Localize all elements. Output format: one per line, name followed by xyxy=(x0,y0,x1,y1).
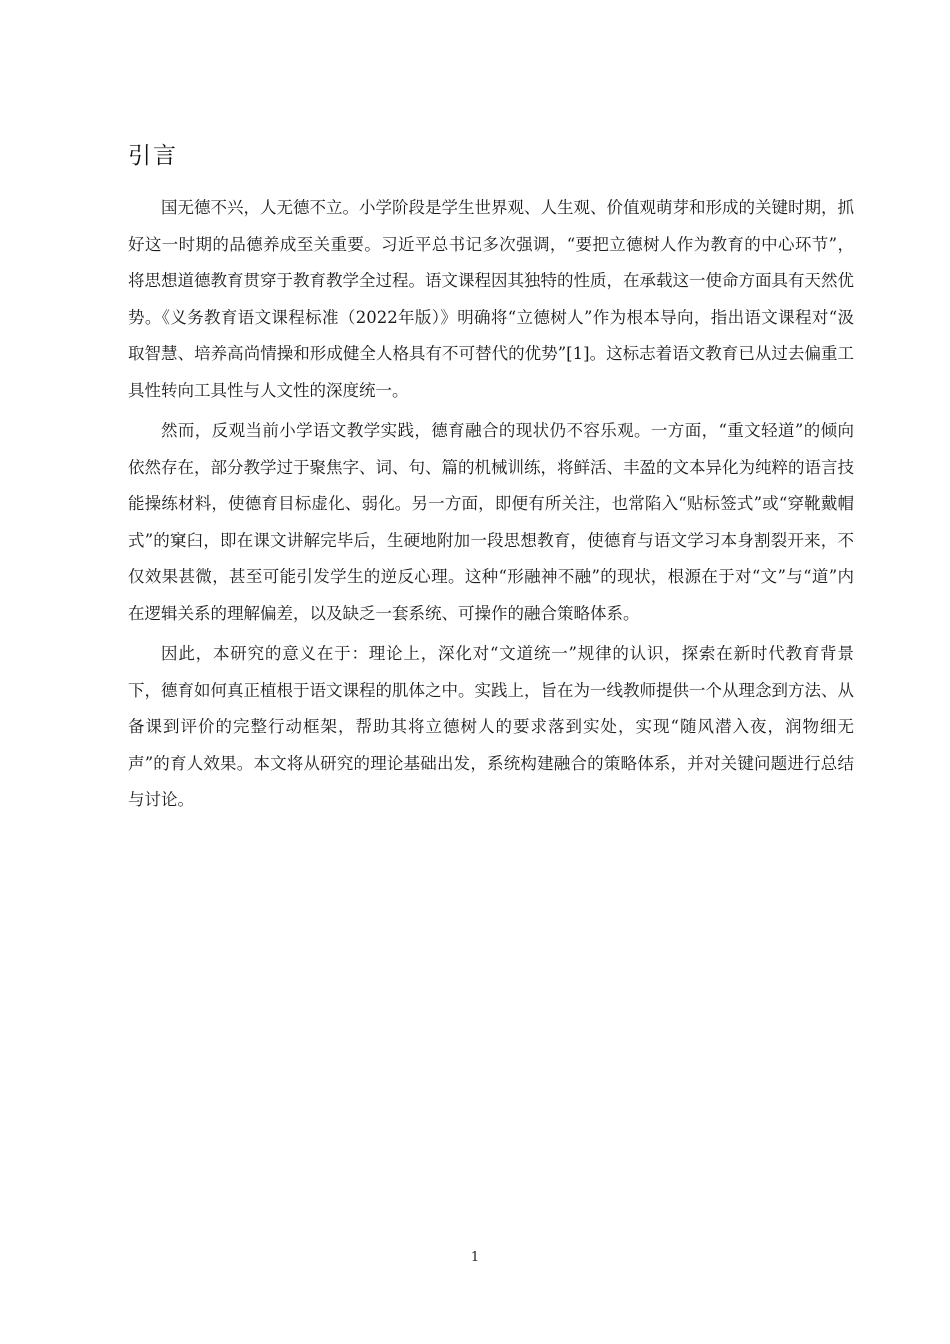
body-text xyxy=(128,190,854,823)
paragraph-3: 因此，本研究的意义在于：理论上，深化对“文道统一”规律的认识，探索在新时代教育背景下，德育如何真正植根于语文课程的肌体之中。实践上，旨在为一线教师提供一个从理念到方法、从备课到评价的完整行动框架，帮助其将立德树人的要求落到实处，实现“随风潜入夜，润物细无声”的育人效果。本文将从研究的理论基础出发，系统构建融合的策略体系，并对关键问题进行总结与讨论。 xyxy=(128,644,854,809)
paragraph-2: 然而，反观当前小学语文教学实践，德育融合的现状仍不容乐观。一方面，“重文轻道”的倾向依然存在，部分教学过于聚焦字、词、句、篇的机械训练，将鲜活、丰盈的文本异化为纯粹的语言技能操练材料，使德育目标虚化、弱化。另一方面，即便有所关注，也常陷入“贴标签式”或“穿靴戴帽式”的窠臼，即在课文讲解完毕后，生硬地附加一段思想教育，使德育与语文学习本身割裂开来，不仅效果甚微，甚至可能引发学生的逆反心理。这种“形融神不融”的现状，根源在于对“文”与“道”内在逻辑关系的理解偏差，以及缺乏一套系统、可操作的融合策略体系。 xyxy=(128,421,854,623)
section-heading: 引言 xyxy=(128,143,178,169)
paragraph-1: 国无德不兴，人无德不立。小学阶段是学生世界观、人生观、价值观萌芽和形成的关键时期，抓好这一时期的品德养成至关重要。习近平总书记多次强调，“要把立德树人作为教育的中心环节”，将思想道德教育贯穿于教育教学全过程。语文课程因其独特的性质，在承载这一使命方面具有天然优势。《义务教育语文课程标准（2022年版）》明确将“立德树人”作为根本导向，指出语文课程对“汲取智慧、培养高尚情操和形成健全人格具有不可替代的优势”[1]。这标志着语文教育已从过去偏重工具性转向工具性与人文性的深度统一。 xyxy=(128,198,854,400)
page-number: 1 xyxy=(470,1250,480,1265)
